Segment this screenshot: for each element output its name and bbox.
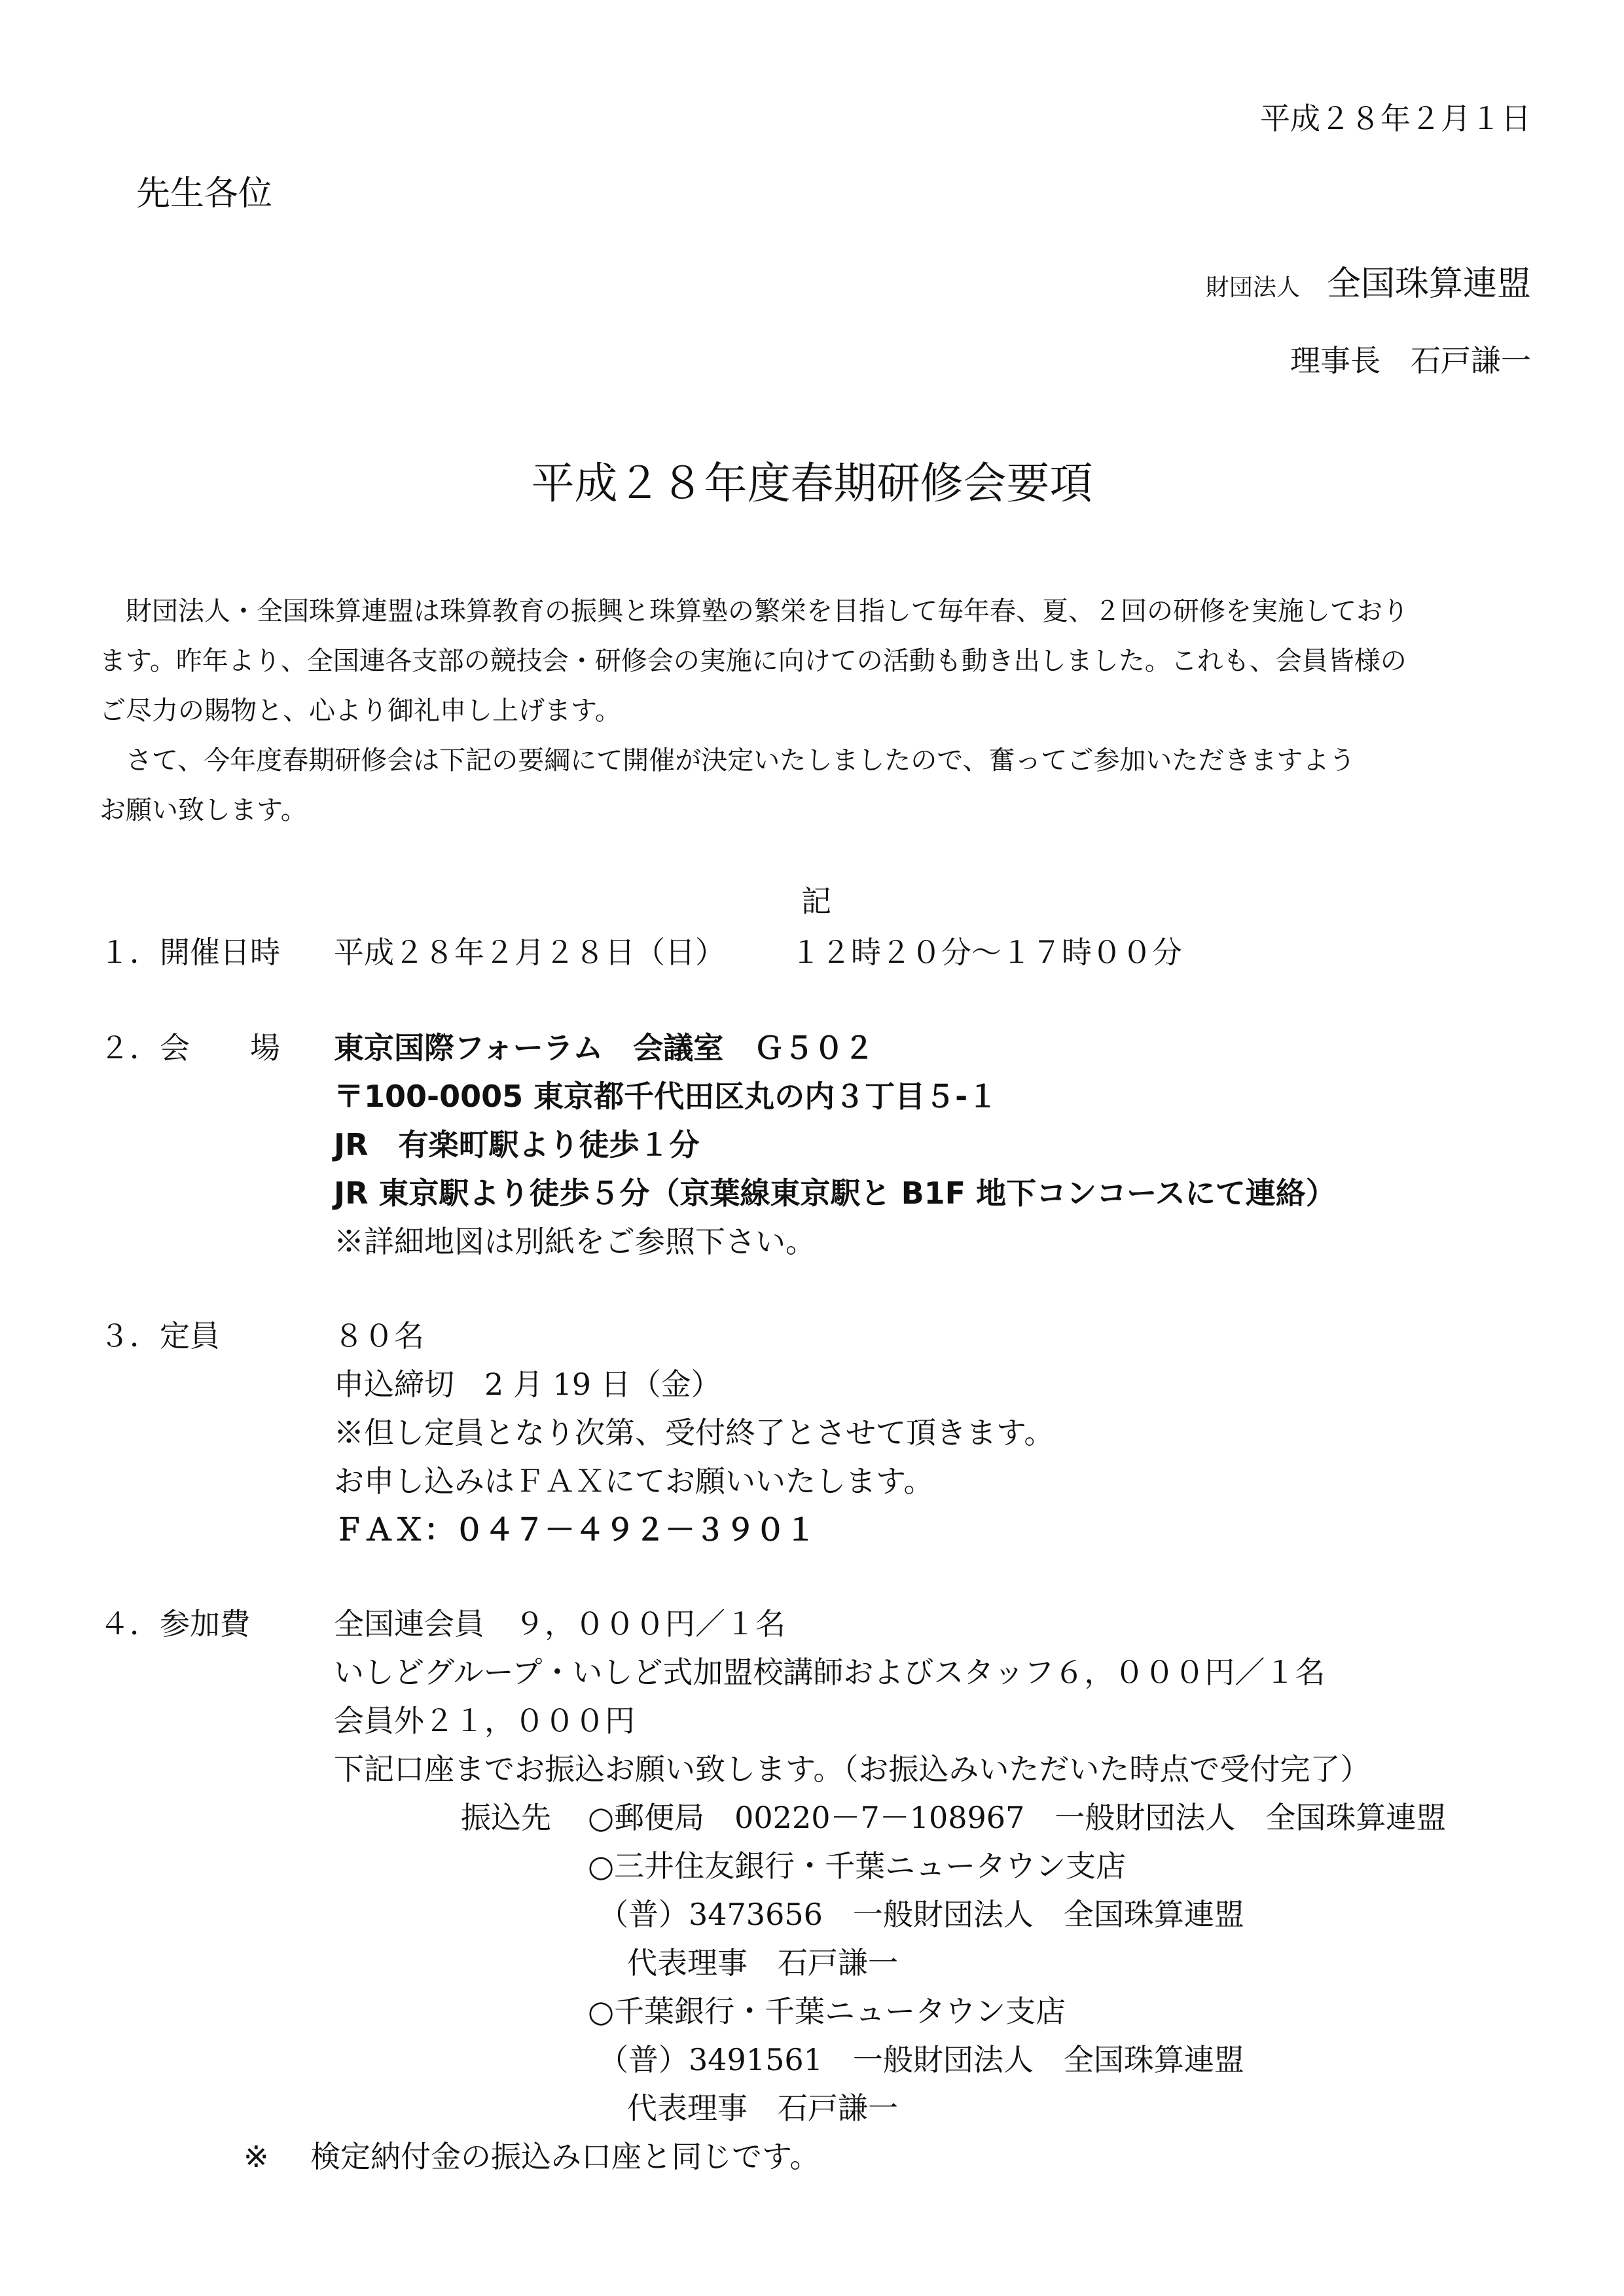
fee-payment-instruction: 下記口座までお振込お願い致します。（お振込みいただいた時点で受付完了） (334, 1751, 1371, 1787)
intro-line: さて、今年度春期研修会は下記の要綱にて開催が決定いたしましたので、奮ってご参加いただきますよう (99, 745, 1356, 776)
page-title: 平成２８年度春期研修会要項 (531, 458, 1093, 509)
sender-org (1205, 264, 1531, 304)
venue-address: 〒100-0005 東京都千代田区丸の内３丁目５-１ (334, 1079, 998, 1114)
fax-number: ＦＡＸ：０４７－４９２－３９０１ (334, 1512, 816, 1547)
org-prefix: 財団法人 (1205, 274, 1300, 301)
item-capacity-label: ３．定員 (99, 1318, 220, 1354)
capacity-count: ８０名 (334, 1318, 424, 1354)
venue-name: 東京国際フォーラム 会議室 Ｇ５０２ (334, 1030, 875, 1066)
application-deadline: 申込締切 2 月 19 日（金） (334, 1367, 721, 1402)
account-smbc-number: （普）3473656 一般財団法人 全国珠算連盟 (598, 1897, 1244, 1932)
account-chiba-bank: ○千葉銀行・千葉ニュータウン支店 (588, 1994, 1066, 2029)
org-name: 全国珠算連盟 (1326, 264, 1531, 304)
fee-ishido-group: いしどグループ・いしど式加盟校講師およびスタッフ６，０００円／１名 (334, 1655, 1326, 1690)
footnote-text: 検定納付金の振込み口座と同じです。 (310, 2139, 820, 2174)
account-smbc-holder: 代表理事 石戸謙一 (627, 1945, 898, 1981)
footnote-mark: ※ (244, 2139, 269, 2174)
capacity-note: ※但し定員となり次第、受付終了とさせて頂きます。 (334, 1415, 1055, 1450)
addressee: 先生各位 (136, 174, 273, 213)
transfer-label: 振込先 (461, 1800, 551, 1835)
intro-line: 財団法人・全国珠算連盟は珠算教育の振興と珠算塾の繁栄を目指して毎年春、夏、２回の研修を実施しており (99, 596, 1409, 626)
fee-member: 全国連会員 ９，０００円／１名 (334, 1606, 785, 1641)
intro-paragraph-2 (99, 736, 1526, 835)
intro-line: ます。昨年より、全国連各支部の競技会・研修会の実施に向けての活動も動き出しました。これも、会員皆様の (99, 646, 1407, 676)
account-chiba-number: （普）3491561 一般財団法人 全国珠算連盟 (598, 2042, 1244, 2077)
issue-date: 平成２８年２月１日 (1260, 101, 1531, 136)
account-postal: ○郵便局 00220－7－108967 一般財団法人 全国珠算連盟 (588, 1800, 1447, 1835)
intro-line: ご尽力の賜物と、心より御礼申し上げます。 (99, 696, 621, 726)
application-method: お申し込みはＦＡＸにてお願いいたします。 (334, 1463, 934, 1499)
item-fee-label: ４．参加費 (99, 1606, 250, 1641)
fee-non-member: 会員外２１，０００円 (334, 1703, 635, 1738)
item-datetime-date: 平成２８年２月２８日（日） (334, 935, 725, 970)
venue-map-note: ※詳細地図は別紙をご参照下さい。 (334, 1224, 816, 1259)
account-smbc-bank: ○三井住友銀行・千葉ニュータウン支店 (588, 1848, 1127, 1884)
item-datetime-time: １２時２０分～１７時００分 (791, 935, 1182, 970)
intro-paragraph-1 (99, 586, 1526, 736)
intro-line: お願い致します。 (99, 795, 307, 825)
item-venue-label: ２．会 場 (99, 1030, 280, 1066)
account-chiba-holder: 代表理事 石戸謙一 (627, 2090, 898, 2126)
chairman: 理事長 石戸謙一 (1290, 343, 1531, 378)
venue-access-yurakucho: JR 有楽町駅より徒歩１分 (334, 1127, 700, 1162)
item-datetime-label: １．開催日時 (99, 935, 280, 970)
venue-access-tokyo: JR 東京駅より徒歩５分（京葉線東京駅と B1F 地下コンコースにて連絡） (334, 1175, 1336, 1211)
ki-marker: 記 (801, 884, 831, 919)
